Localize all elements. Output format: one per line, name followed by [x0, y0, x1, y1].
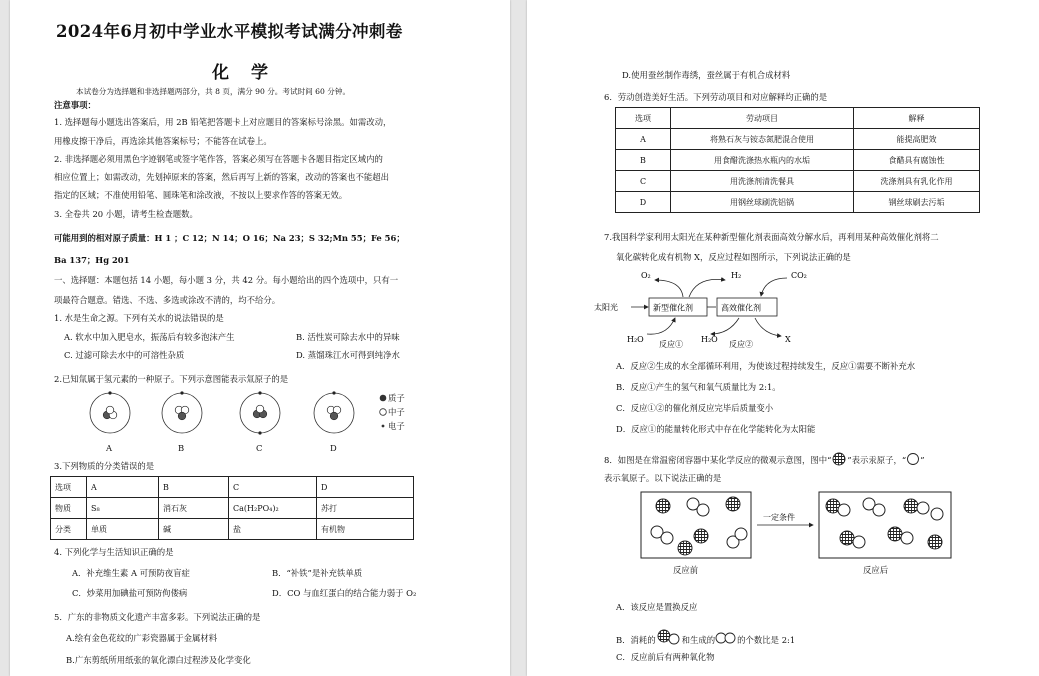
table-cell: 选项	[51, 477, 87, 498]
table-cell: 苏打	[317, 498, 414, 519]
q7-stem: 7.我国科学家利用太阳光在某种新型催化剂表面高效分解水后，再利用某种高效催化剂将二	[604, 232, 939, 242]
after-label: 反应后	[863, 565, 889, 575]
q1-stem: 1. 水是生命之源。下列有关水的说法错误的是	[54, 313, 224, 323]
before-label: 反应前	[673, 565, 699, 575]
table-cell: 物质	[51, 498, 87, 519]
atom-diagram-d	[314, 391, 354, 433]
table-cell: 分类	[51, 519, 87, 540]
q4-option-b: B．“补铁”是补充铁单质	[272, 568, 363, 578]
atom-diagrams	[80, 388, 430, 458]
legend-neutron: 中子	[388, 407, 405, 417]
atom-diagram-a	[90, 391, 130, 433]
table-cell: B	[159, 477, 229, 498]
co2-arrow	[761, 278, 787, 296]
exam-intro: 本试卷分为选择题和非选择题两部分，共 8 页，满分 90 分。考试时间 60 分钟。	[76, 87, 351, 96]
reaction-2-label: 反应②	[729, 340, 753, 349]
atom-legend	[380, 395, 387, 428]
notice-heading: 注意事项：	[54, 100, 96, 110]
table-cell: 用食醋洗涤热水瓶内的水垢	[671, 150, 854, 171]
table-cell: A	[616, 129, 671, 150]
table-row	[616, 171, 980, 192]
q7-option-c: C．反应①②的催化剂反应完毕后质量变小	[616, 403, 774, 413]
q8-diagram	[637, 488, 957, 564]
efficient-catalyst-label: 高效催化剂	[721, 303, 761, 313]
q4-option-d: D．CO 与血红蛋白的结合能力弱于 O₂	[272, 588, 417, 598]
sunlight-label: 太阳光	[594, 303, 618, 312]
table-row	[616, 108, 980, 129]
q5-stem: 5．广东的非物质文化遗产丰富多彩。下列说法正确的是	[54, 612, 261, 622]
notice-line: 1. 选择题每小题选出答案后，用 2B 铅笔把答题卡上对应题目的答案标号涂黑。如需改动，	[54, 117, 392, 127]
x-label: X	[785, 335, 791, 344]
table-cell: D	[317, 477, 414, 498]
after-particles	[826, 498, 943, 549]
q4-option-a: A．补充维生素 A 可预防夜盲症	[72, 568, 190, 578]
table-cell: 消石灰	[159, 498, 229, 519]
q1-option-c: C. 过滤可除去水中的可溶性杂质	[64, 350, 185, 360]
q8-option-c: C．反应前后有两种氧化物	[616, 652, 715, 662]
water-in-label: H₂O	[627, 335, 644, 344]
table-cell: D	[616, 192, 671, 213]
q8-option-b-part: 的个数比是 2:1	[737, 635, 796, 645]
co2-label: CO₂	[791, 271, 807, 280]
q8-stem-part: ”	[920, 455, 925, 465]
q6-stem: 6．劳动创造美好生活。下列劳动项目和对应解释均正确的是	[604, 92, 828, 102]
table-row	[616, 150, 980, 171]
legend-electron: 电子	[388, 421, 405, 431]
x-arrow	[755, 318, 781, 336]
table-cell: 将熟石灰与铵态氮肥混合使用	[671, 129, 854, 150]
q5-option-b: B.广东剪纸所用纸张的氧化漂白过程涉及化学变化	[66, 655, 251, 665]
h2-arrow	[689, 279, 725, 297]
q4-stem: 4. 下列化学与生活知识正确的是	[54, 547, 174, 557]
atomic-masses-line: Ba 137；Hg 201	[54, 255, 130, 265]
water-out-label: H₂O	[701, 335, 718, 344]
q1-option-b: B. 活性炭可除去水中的异味	[296, 332, 400, 342]
q5-option-a: A.绘有金色花纹的广彩瓷器属于金属材料	[66, 633, 218, 643]
notice-line: 相应位置上；如需改动，先划掉原来的答案，然后再写上新的答案，改动的答案也不能超出	[54, 172, 389, 182]
q7-option-d: D．反应①的能量转化形式中存在化学能转化为太阳能	[616, 424, 816, 434]
table-cell: 碱	[159, 519, 229, 540]
table-row	[51, 477, 414, 498]
table-cell: 解释	[854, 108, 980, 129]
h2-label: H₂	[731, 271, 742, 280]
atom-diagram-c	[240, 391, 280, 434]
table-cell: 盐	[229, 519, 317, 540]
o2-label: O₂	[641, 271, 651, 280]
table-cell: 用洗涤剂清洗餐具	[671, 171, 854, 192]
table-cell: A	[87, 477, 159, 498]
q8-stem-part: 8．如图是在常温密闭容器中某化学反应的微观示意图，图中“	[604, 455, 832, 465]
q2-stem: 2.已知氚属于氢元素的一种原子。下列示意图能表示氚原子的是	[54, 374, 289, 384]
table-cell: 食醋具有腐蚀性	[854, 150, 980, 171]
table-cell: 用钢丝球刷洗铝锅	[671, 192, 854, 213]
before-particles	[651, 497, 747, 555]
table-cell: 有机物	[317, 519, 414, 540]
table-cell: 能提高肥效	[854, 129, 980, 150]
notice-line: 用橡皮擦干净后，再选涂其他答案标号；不能答在试卷上。	[54, 136, 272, 146]
q1-option-d: D. 蒸馏珠江水可得到纯净水	[296, 350, 400, 360]
exam-title: 2024年6月初中学业水平模拟考试满分冲刺卷	[56, 22, 403, 41]
table-cell: 钢丝球刷去污垢	[854, 192, 980, 213]
legend-proton: 质子	[388, 393, 405, 403]
q4-option-c: C．炒菜用加碘盐可预防佝偻病	[72, 588, 188, 598]
subject-title: 化学	[212, 63, 290, 83]
atom-label-b: B	[178, 443, 185, 453]
q1-option-a: A. 软水中加入肥皂水，振荡后有较多泡沫产生	[64, 332, 235, 342]
mercury-atom-icon	[831, 452, 847, 466]
reaction-1-label: 反应①	[659, 340, 683, 349]
new-catalyst-label: 新型催化剂	[653, 303, 693, 313]
q8-option-a: A．该反应是置换反应	[616, 602, 698, 612]
atom-label-d: D	[330, 443, 337, 453]
oxygen-atom-icon	[906, 452, 920, 466]
q7-option-a: A．反应②生成的水全部循环利用，为使该过程持续发生，反应①需要不断补充水	[616, 361, 916, 371]
table-cell: C	[229, 477, 317, 498]
q8-option-b-part: B．消耗的	[616, 635, 656, 645]
q5-option-d: D.使用蚕丝制作毒绣，蚕丝属于有机合成材料	[622, 70, 791, 80]
water-out-arrow	[711, 318, 739, 334]
table-cell: 选项	[616, 108, 671, 129]
exam-page-2	[527, 0, 1039, 676]
table-row	[616, 129, 980, 150]
table-cell: 劳动项目	[671, 108, 854, 129]
notice-line: 指定的区域；不准使用铅笔、圆珠笔和涂改液，不按以上要求作答的答案无效。	[54, 190, 348, 200]
water-in-arrow	[647, 318, 675, 334]
table-cell: C	[616, 171, 671, 192]
atomic-masses-line: 可能用到的相对原子质量：H 1 ；C 12；N 14；O 16；Na 23；S 32;Mn 55；Fe 56；	[54, 233, 405, 243]
q7-option-b: B．反应①产生的氢气和氧气质量比为 2:1。	[616, 382, 781, 392]
q3-table	[50, 476, 414, 540]
q8-stem-line-2: 表示氧原子。以下说法正确的是	[604, 473, 722, 483]
condition-label: 一定条件	[763, 513, 795, 522]
q8-option-b-part: 和生成的	[681, 635, 716, 645]
table-cell: Ca(H₂PO₄)₂	[229, 498, 317, 519]
q8-stem-part: ”表示汞原子，“	[847, 455, 907, 465]
table-cell: S₈	[87, 498, 159, 519]
atom-label-c: C	[256, 443, 263, 453]
q7-stem: 氧化碳转化成有机物 X，反应过程如图所示，下列说法正确的是	[616, 252, 851, 262]
exam-page-1	[10, 0, 510, 676]
q3-stem: 3.下列物质的分类错误的是	[54, 461, 155, 471]
table-cell: 单质	[87, 519, 159, 540]
table-row	[51, 498, 414, 519]
mercury-oxide-icon	[656, 629, 682, 645]
q8-stem	[604, 452, 924, 466]
q8-option-b	[616, 629, 795, 646]
table-cell: 洗涤剂具有乳化作用	[854, 171, 980, 192]
atom-diagram-b	[162, 391, 202, 433]
q7-diagram	[594, 266, 897, 352]
table-row	[51, 519, 414, 540]
table-row	[616, 192, 980, 213]
section-heading: 一、选择题：本题包括 14 小题，每小题 3 分，共 42 分。每小题给出的四个选项中，只有一	[54, 275, 399, 285]
table-cell: B	[616, 150, 671, 171]
atom-label-a: A	[106, 443, 113, 453]
o2-arrow	[655, 280, 683, 297]
notice-line: 3. 全卷共 20 小题，请考生检查题数。	[54, 209, 198, 219]
section-heading: 项最符合题意。错选、不选、多选或涂改不清的，均不给分。	[54, 295, 281, 305]
notice-line: 2. 非选择题必须用黑色字迹钢笔或签字笔作答，答案必须写在答题卡各题目指定区域内的	[54, 154, 383, 164]
q6-table	[615, 107, 980, 213]
oxygen-molecule-icon	[715, 631, 737, 645]
